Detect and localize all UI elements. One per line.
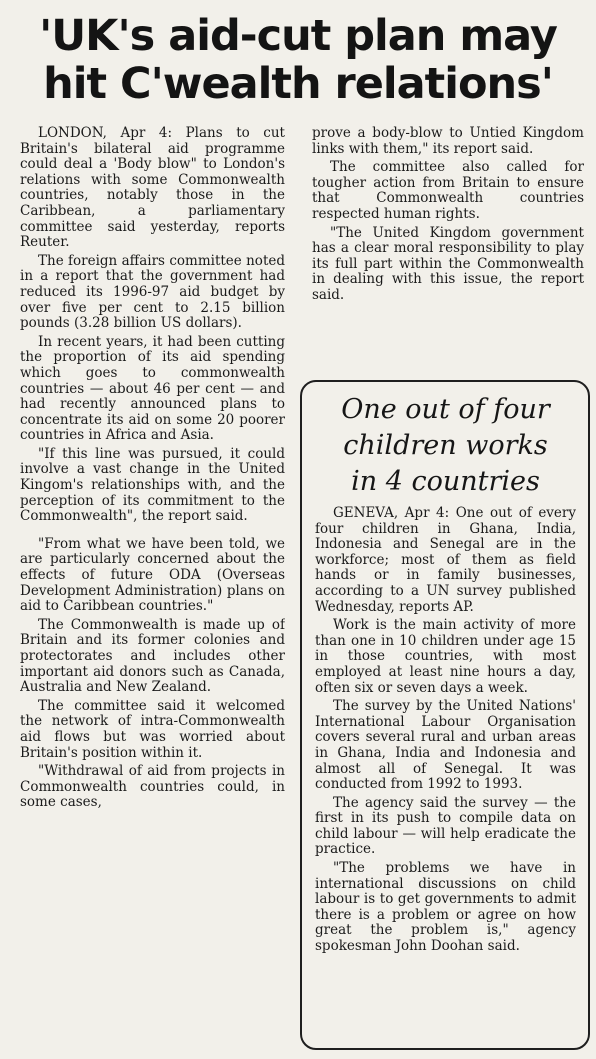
boxed-title-line-2: children works — [343, 430, 548, 461]
main-story-paragraph: LONDON, Apr 4: Plans to cut Britain's bilateral aid programme could deal a 'Body blow" to London's relations with some Commonwealth countries, notably those in the Caribbean, a parliamentary committee said yesterday, reports Reuter. — [20, 126, 285, 251]
main-story-continued-paragraph: "The United Kingdom government has a clear moral responsibility to play its full part within the Commonwealth in dealing with this issue, the report said. — [312, 224, 584, 303]
boxed-title-line-1: One out of four — [341, 394, 550, 425]
headline-line-1: 'UK's aid-cut plan may — [39, 11, 557, 61]
boxed-story-dateline: GENEVA, Apr 4: — [333, 505, 450, 521]
boxed-story-title — [315, 392, 576, 500]
headline — [0, 12, 596, 108]
boxed-story-paragraph — [315, 506, 576, 615]
boxed-story-paragraph: The agency said the survey — the first in its push to compile data on child labour — will help eradicate the practice. — [315, 794, 576, 858]
main-story-column-right — [312, 126, 584, 366]
main-story-paragraph: The committee said it welcomed the network of intra-Commonwealth aid flows but was worried about Britain's position within it. — [20, 697, 285, 761]
boxed-story-paragraph: "The problems we have in international discussions on child labour is to get governments to admit there is a problem or agree on how great the problem is," agency spokesman John Doohan said. — [315, 860, 576, 955]
main-story-paragraph: The foreign affairs committee noted in a report that the government had reduced its 1996-97 aid budget by over five per cent to 2.15 billion pounds (3.28 billion US dollars). — [20, 252, 285, 332]
main-story-column-left — [20, 126, 285, 1046]
boxed-story — [300, 380, 590, 1050]
main-story-paragraph: The Commonwealth is made up of Britain and its former colonies and protectorates and includes other important aid donors such as Canada, Australia and New Zealand. — [20, 616, 285, 696]
main-story-paragraph: "From what we have been told, we are particularly concerned about the effects of future ODA (Overseas Development Administration) plans on aid to Caribbean countries." — [20, 535, 285, 615]
main-story-paragraph: "Withdrawal of aid from projects in Commonwealth countries could, in some cases, — [20, 763, 285, 811]
headline-line-2: hit C'wealth relations' — [43, 59, 553, 109]
boxed-story-lead: One out of every four children in Ghana, India, Indonesia and Senegal are in the workforce; most of them as field hands or in family businesses, according to a UN survey published Wednesday, reports AP. — [315, 505, 577, 615]
main-story-paragraph: "If this line was pursued, it could involve a vast change in the United Kingom's relationships with, and the perception of its commitment to the Commonwealth", the report said. — [20, 445, 285, 525]
boxed-story-body — [315, 506, 576, 955]
boxed-title-line-3: in 4 countries — [351, 466, 540, 497]
main-story-paragraph: In recent years, it had been cutting the proportion of its aid spending which goes to commonwealth countries — about 46 per cent — and had recently announced plans to concentrate its aid on some 20 poorer countries in Africa and Asia. — [20, 333, 285, 444]
boxed-story-paragraph: The survey by the United Nations' International Labour Organisation covers several rural and urban areas in Ghana, India and Indonesia and almost all of Senegal. It was conducted from 1992 to 1993. — [315, 698, 576, 793]
main-story-continued-paragraph: The committee also called for tougher action from Britain to ensure that Commonwealth countries respected human rights. — [312, 159, 584, 222]
boxed-story-paragraph: Work is the main activity of more than one in 10 children under age 15 in those countries, with most employed at least nine hours a day, often six or seven days a week. — [315, 617, 576, 696]
main-story-continued-paragraph: prove a body-blow to Untied Kingdom links with them," its report said. — [312, 126, 584, 157]
